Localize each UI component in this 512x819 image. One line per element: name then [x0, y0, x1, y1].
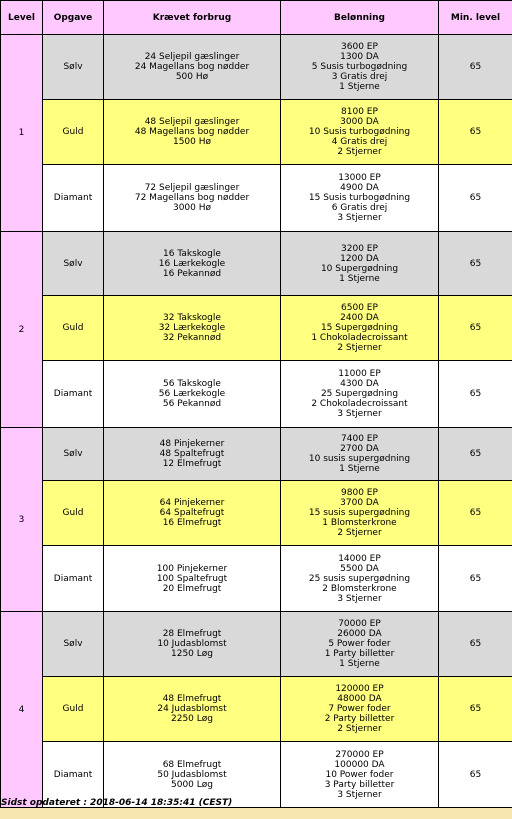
reward-item: 11000 EP — [338, 369, 381, 379]
reward-item: 2700 DA — [340, 444, 379, 454]
required-item: 50 Judasblomst — [157, 769, 227, 780]
reward-item: 2 Stjerner — [337, 724, 382, 734]
required-item: 56 Takskogle — [163, 379, 221, 389]
task-cell: Guld — [43, 677, 104, 742]
reward-item: 10 Power foder — [325, 769, 394, 780]
reward-item: 3 Stjerner — [337, 789, 382, 800]
reward-item: 2400 DA — [340, 313, 379, 323]
table-row — [1, 361, 512, 428]
reward-item: 2 Stjerner — [337, 147, 382, 157]
required-item: 32 Pekannød — [162, 333, 222, 343]
reward-item: 6500 EP — [341, 303, 378, 313]
min-level-cell: 65 — [439, 677, 512, 742]
header-reward: Belønning — [281, 1, 439, 35]
level-cell: 1 — [1, 35, 43, 232]
required-item: 24 Judasblomst — [157, 704, 227, 714]
reward-item: 5 Power foder — [328, 639, 391, 649]
required-item: 10 Judasblomst — [157, 639, 227, 649]
reward-item: 3000 DA — [340, 117, 379, 127]
task-cell: Sølv — [43, 232, 104, 296]
reward-item: 1 Stjerne — [339, 273, 380, 284]
reward-item: 7400 EP — [341, 434, 378, 444]
task-cell: Sølv — [43, 428, 104, 481]
required-item: 56 Pekannød — [162, 399, 222, 409]
reward-item: 48000 DA — [337, 694, 382, 704]
task-cell: Diamant — [43, 742, 104, 808]
reward-item: 15 Supergødning — [320, 323, 399, 333]
required-item: 1250 Løg — [171, 649, 213, 659]
level-cell: 4 — [1, 612, 43, 808]
reward-cell — [281, 232, 439, 296]
reward-item: 4900 DA — [340, 183, 379, 193]
task-cell: Sølv — [43, 612, 104, 677]
reward-item: 1 Stjerne — [339, 82, 380, 92]
reward-item: 100000 DA — [334, 759, 385, 770]
table-row — [1, 165, 512, 232]
reward-cell — [281, 100, 439, 165]
reward-item: 1 Chokoladecroissant — [311, 333, 408, 343]
reward-item: 10 Supergødning — [320, 263, 399, 274]
table-row — [1, 296, 512, 361]
min-level-cell: 65 — [439, 612, 512, 677]
min-level-cell: 65 — [439, 361, 512, 428]
required-item: 64 Spaltefrugt — [159, 508, 225, 518]
reward-item: 25 susis supergødning — [308, 573, 411, 584]
required-cell — [104, 612, 281, 677]
header-row — [1, 1, 512, 35]
min-level-cell: 65 — [439, 165, 512, 232]
reward-item: 9800 EP — [341, 488, 378, 498]
required-item: 28 Elmefrugt — [162, 629, 222, 639]
reward-cell — [281, 296, 439, 361]
required-item: 72 Seljepil gæslinger — [144, 183, 240, 193]
required-item: 100 Pinjekerner — [156, 563, 228, 574]
required-cell — [104, 165, 281, 232]
reward-item: 3600 EP — [341, 42, 378, 52]
reward-item: 270000 EP — [335, 749, 384, 760]
reward-item: 7 Power foder — [328, 704, 391, 714]
required-cell — [104, 481, 281, 546]
reward-cell — [281, 428, 439, 481]
reward-item: 1200 DA — [340, 253, 379, 264]
reward-item: 2 Stjerner — [337, 528, 382, 538]
header-level: Level — [1, 1, 43, 35]
reward-item: 14000 EP — [338, 553, 381, 564]
required-item: 48 Magellans bog nødder — [134, 127, 250, 137]
reward-item: 3 Stjerner — [337, 409, 382, 419]
task-cell: Diamant — [43, 546, 104, 612]
required-item: 32 Takskogle — [163, 313, 221, 323]
required-cell — [104, 232, 281, 296]
required-item: 48 Seljepil gæslinger — [144, 117, 240, 127]
last-updated: Sidst opdateret : 2018-06-14 18:35:41 (CEST) — [1, 798, 233, 808]
required-item: 48 Spaltefrugt — [159, 449, 225, 459]
task-cell: Guld — [43, 481, 104, 546]
reward-item: 1 Stjerne — [339, 464, 380, 474]
reward-item: 3200 EP — [341, 243, 378, 254]
required-item: 64 Pinjekerner — [159, 498, 225, 508]
table-row — [1, 481, 512, 546]
required-item: 500 Hø — [175, 72, 209, 82]
required-item: 3000 Hø — [172, 203, 212, 213]
reward-item: 3 Gratis drej — [331, 72, 388, 82]
reward-item: 2 Stjerner — [337, 343, 382, 353]
min-level-cell: 65 — [439, 546, 512, 612]
table-body — [1, 35, 512, 808]
reward-cell — [281, 742, 439, 808]
reward-item: 1 Blomsterkrone — [322, 518, 397, 528]
required-item: 1500 Hø — [172, 137, 212, 147]
reward-cell — [281, 612, 439, 677]
min-level-cell: 65 — [439, 742, 512, 808]
required-item: 48 Elmefrugt — [162, 694, 222, 704]
task-cell: Diamant — [43, 165, 104, 232]
required-item: 12 Elmefrugt — [162, 459, 222, 469]
required-item: 2250 Løg — [171, 714, 213, 724]
reward-cell — [281, 35, 439, 100]
min-level-cell: 65 — [439, 232, 512, 296]
min-level-cell: 65 — [439, 100, 512, 165]
reward-item: 26000 DA — [337, 629, 382, 639]
reward-item: 5 Susis turbogødning — [311, 62, 408, 72]
min-level-cell: 65 — [439, 35, 512, 100]
reward-item: 120000 EP — [335, 684, 384, 694]
reward-cell — [281, 677, 439, 742]
reward-item: 1300 DA — [340, 52, 379, 62]
required-item: 68 Elmefrugt — [162, 759, 222, 770]
reward-item: 10 Susis turbogødning — [308, 127, 411, 137]
required-cell — [104, 100, 281, 165]
required-item: 72 Magellans bog nødder — [134, 193, 250, 203]
required-item: 16 Pekannød — [162, 268, 222, 279]
reward-item: 15 Susis turbogødning — [308, 193, 411, 203]
level-cell: 3 — [1, 428, 43, 612]
reward-item: 3 Stjerner — [337, 213, 382, 223]
reward-item: 25 Supergødning — [320, 389, 399, 399]
table-row — [1, 100, 512, 165]
reward-item: 15 susis supergødning — [308, 508, 411, 518]
task-cell: Sølv — [43, 35, 104, 100]
reward-item: 4 Gratis drej — [331, 137, 388, 147]
reward-cell — [281, 481, 439, 546]
reward-cell — [281, 165, 439, 232]
reward-item: 4300 DA — [340, 379, 379, 389]
reward-item: 2 Party billetter — [324, 714, 395, 724]
task-cell: Diamant — [43, 361, 104, 428]
reward-cell — [281, 361, 439, 428]
required-item: 5000 Løg — [171, 779, 213, 790]
required-item: 32 Lærkekogle — [158, 323, 226, 333]
reward-item: 2 Chokoladecroissant — [311, 399, 408, 409]
required-cell — [104, 361, 281, 428]
min-level-cell: 65 — [439, 481, 512, 546]
required-item: 16 Lærkekogle — [158, 258, 226, 269]
reward-item: 3 Party billetter — [324, 779, 395, 790]
table-row — [1, 35, 512, 100]
required-item: 24 Seljepil gæslinger — [144, 52, 240, 62]
required-cell — [104, 35, 281, 100]
reward-item: 3 Stjerner — [337, 593, 382, 604]
reward-item: 1 Party billetter — [324, 649, 395, 659]
table-row — [1, 612, 512, 677]
reward-item: 6 Gratis drej — [331, 203, 388, 213]
required-cell — [104, 428, 281, 481]
required-item: 16 Elmefrugt — [162, 518, 222, 528]
required-item: 100 Spaltefrugt — [156, 573, 228, 584]
reward-item: 10 susis supergødning — [308, 454, 411, 464]
header-task: Opgave — [43, 1, 104, 35]
task-cell: Guld — [43, 100, 104, 165]
required-cell — [104, 546, 281, 612]
min-level-cell: 65 — [439, 428, 512, 481]
task-cell: Guld — [43, 296, 104, 361]
reward-item: 5500 DA — [340, 563, 379, 574]
reward-item: 70000 EP — [338, 619, 381, 629]
required-item: 24 Magellans bog nødder — [134, 62, 250, 72]
required-item: 48 Pinjekerner — [159, 439, 225, 449]
reward-item: 3700 DA — [340, 498, 379, 508]
required-cell — [104, 296, 281, 361]
reward-item: 1 Stjerne — [339, 659, 380, 669]
reward-cell — [281, 546, 439, 612]
min-level-cell: 65 — [439, 296, 512, 361]
table-row — [1, 546, 512, 612]
header-required: Krævet forbrug — [104, 1, 281, 35]
reward-item: 13000 EP — [338, 173, 381, 183]
level-cell: 2 — [1, 232, 43, 428]
required-item: 16 Takskogle — [163, 248, 221, 259]
required-cell — [104, 677, 281, 742]
table-row — [1, 232, 512, 296]
required-item: 20 Elmefrugt — [162, 583, 222, 594]
table-row — [1, 428, 512, 481]
reward-item: 8100 EP — [341, 107, 378, 117]
table-row — [1, 677, 512, 742]
header-min-level: Min. level — [439, 1, 512, 35]
reward-item: 2 Blomsterkrone — [322, 583, 397, 594]
required-item: 56 Lærkekogle — [158, 389, 226, 399]
